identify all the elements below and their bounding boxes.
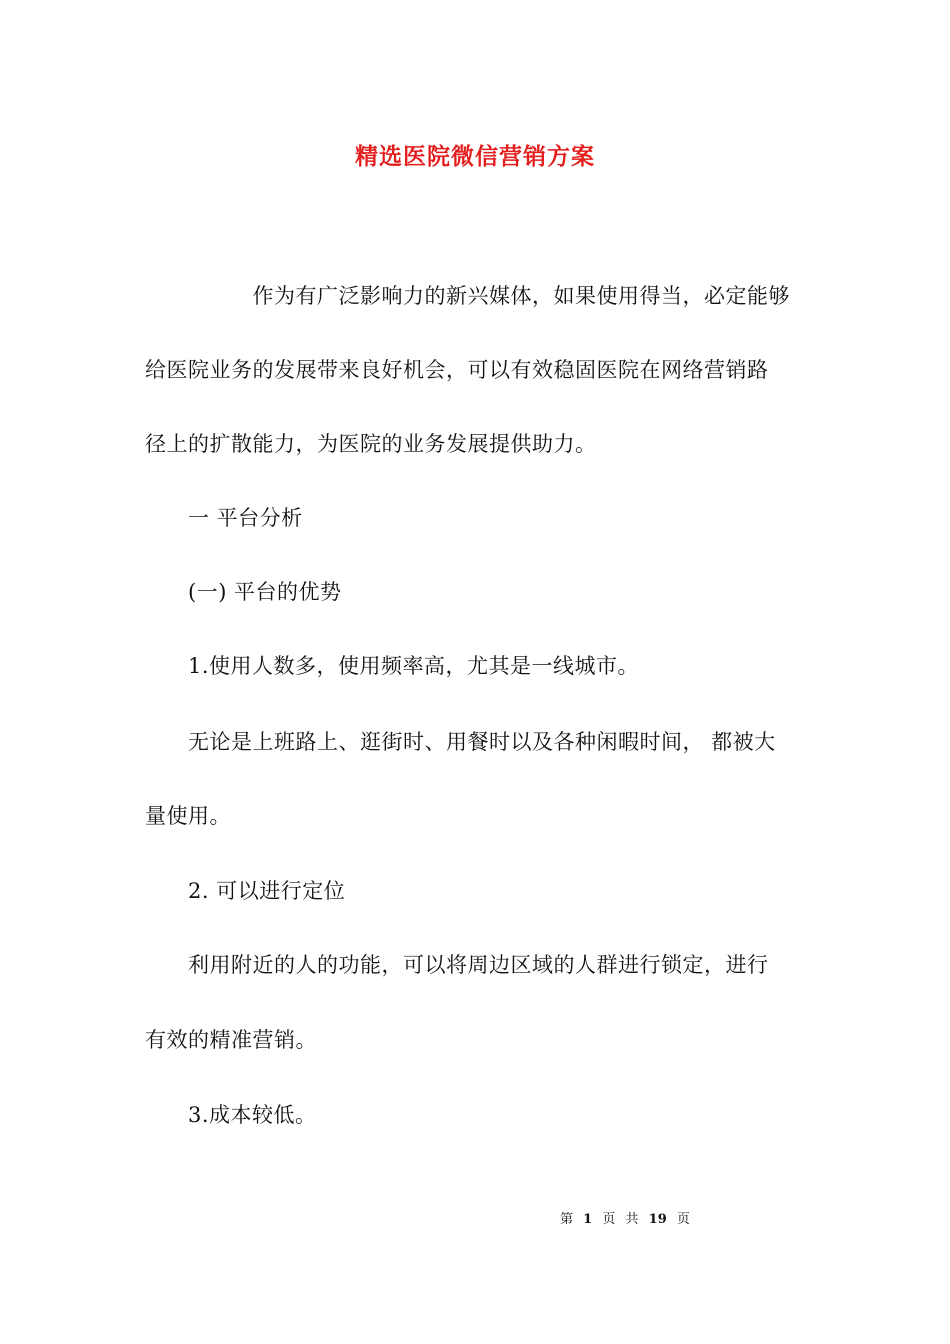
footer-prefix: 第 — [560, 1212, 574, 1227]
document-title: 精选医院微信营销方案 — [355, 143, 595, 170]
list-item: 1.使用人数多，使用频率高，尤其是一线城市。 — [145, 654, 640, 678]
section-heading: 一 平台分析 — [145, 506, 303, 530]
paragraph-line: 无论是上班路上、逛街时、用餐时以及各种闲暇时间， 都被大 — [145, 730, 776, 754]
paragraph-line: 径上的扩散能力，为医院的业务发展提供助力。 — [145, 432, 597, 456]
footer-total-pages: 19 — [648, 1212, 667, 1227]
paragraph-line: 量使用。 — [145, 804, 231, 828]
subsection-heading: (一) 平台的优势 — [145, 580, 342, 604]
footer-suffix: 页 — [676, 1212, 690, 1227]
footer-page-number: 1 — [583, 1212, 593, 1227]
paragraph-line: 作为有广泛影响力的新兴媒体，如果使用得当，必定能够 — [145, 284, 790, 308]
paragraph-line: 给医院业务的发展带来良好机会，可以有效稳固医院在网络营销路 — [145, 358, 769, 382]
footer-mid1: 页 — [602, 1212, 616, 1227]
list-item: 2. 可以进行定位 — [145, 879, 346, 903]
page-footer — [560, 1208, 696, 1227]
list-item: 3.成本较低。 — [145, 1103, 317, 1127]
footer-mid2: 共 — [625, 1212, 639, 1227]
paragraph-line: 有效的精准营销。 — [145, 1028, 317, 1052]
paragraph-line: 利用附近的人的功能，可以将周边区域的人群进行锁定，进行 — [145, 953, 769, 977]
